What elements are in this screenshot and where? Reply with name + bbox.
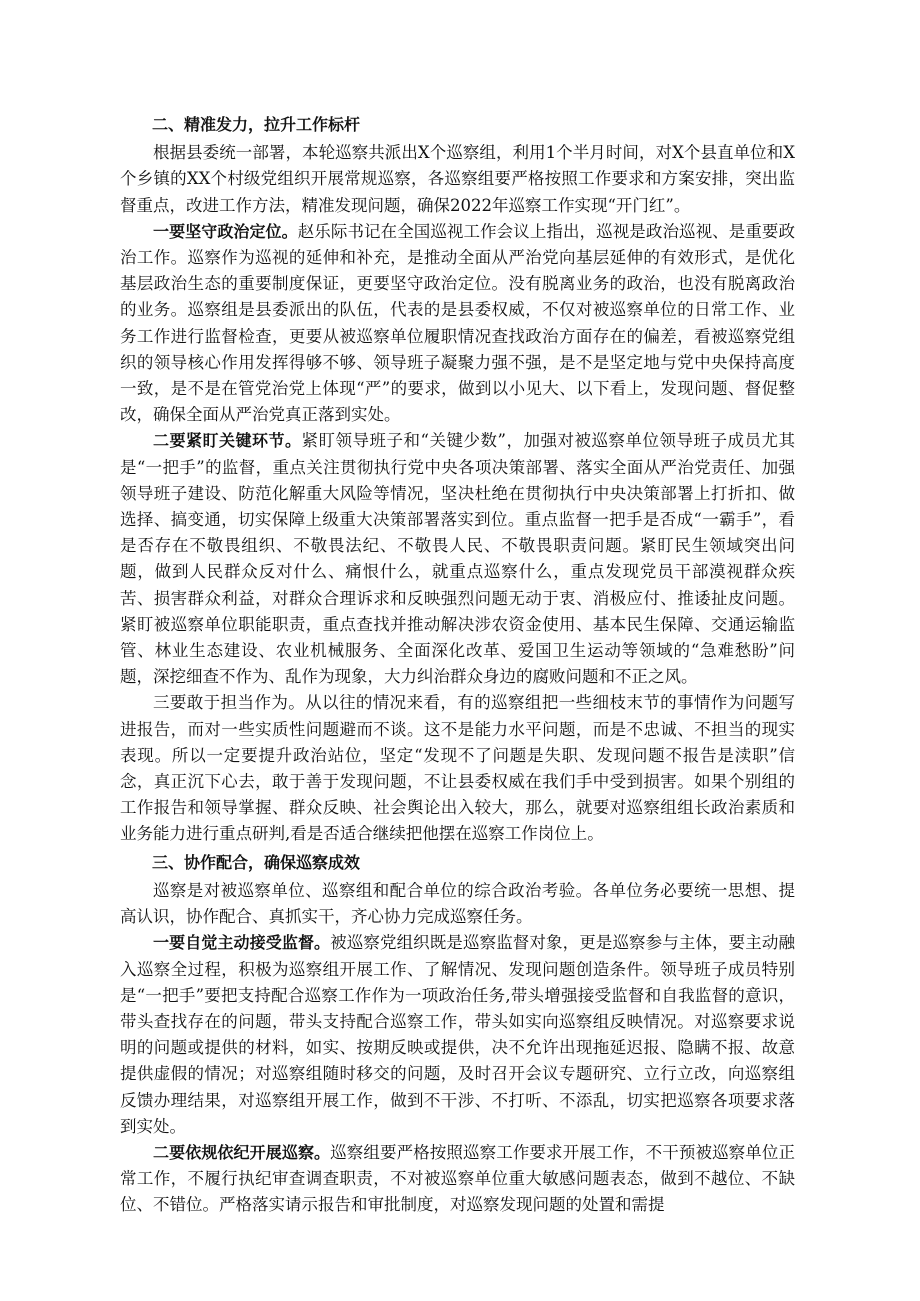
paragraph-lead: 一要坚守政治定位。 [153,221,298,241]
document-body [120,112,795,1219]
paragraph-responsibility: 三要敢于担当作为。从以往的情况来看，有的巡察组把一些细枝末节的事情作为问题写进报告，而对一些实质性问题避而不谈。这不是能力水平问题，而是不忠诚、不担当的现实表现。所以一定要提升政治站位，坚定“发现不了问题是失职、发现问题不报告是渎职”信念，真正沉下心去，敢于善于发现问题，不让县委权威在我们手中受到损害。如果个别组的工作报告和领导掌握、群众反映、社会舆论出入较大，那么，就要对巡察组组长政治素质和业务能力进行重点研判,看是否适合继续把他摆在巡察工作岗位上。 [120,693,795,844]
paragraph-lead: 二要紧盯关键环节。 [153,431,302,451]
paragraph-body: 紧盯领导班子和“关键少数”，加强对被巡察单位领导班子成员尤其是“一把手”的监督，重点关注贯彻执行党中央各项决策部署、落实全面从严治党责任、加强领导班子建设、防范化解重大风险等情况，坚决杜绝在贯彻执行中央决策部署上打折扣、做选择、搞变通，切实保障上级重大决策部署落实到位。重点监督一把手是否成“一霸手”，看是否存在不敬畏组织、不敬畏法纪、不敬畏人民、不敬畏职责问题。紧盯民生领域突出问题，做到人民群众反对什么、痛恨什么，就重点巡察什么，重点发现党员干部漠视群众疾苦、损害群众利益，对群众合理诉求和反映强烈问题无动于衷、消极应付、推诿扯皮问题。紧盯被巡察单位职能职责，重点查找并推动解决涉农资金使用、基本民生保障、交通运输监管、林业生态建设、农业机械服务、全面深化改革、爱国卫生运动等领域的“急难愁盼”问题，深挖细查不作为、乱作为现象，大力纠治群众身边的腐败问题和不正之风。 [120,431,795,687]
section-2-intro-paragraph: 根据县委统一部署，本轮巡察共派出X个巡察组，利用1个半月时间，对X个县直单位和X个乡镇的XX个村级党组织开展常规巡察，各巡察组要严格按照工作要求和方案安排，突出监督重点，改进工作方法，精准发现问题，确保2022年巡察工作实现“开门红”。 [120,143,795,215]
paragraph-key-links [120,428,795,690]
paragraph-lead: 二要依规依纪开展巡察。 [153,1142,331,1162]
paragraph-political-positioning [120,219,795,429]
section-2-heading: 二、精准发力，拉升工作标杆 [152,115,361,134]
paragraph-body: 巡察组要严格按照巡察工作要求开展工作，不干预被巡察单位正常工作，不履行执纪审查调查职责，不对被巡察单位重大敏感问题表态，做到不越位、不缺位、不错位。严格落实请示报告和审批制度，对巡察发现问题的处置和需提 [120,1142,795,1215]
section-3-intro-paragraph: 巡察是对被巡察单位、巡察组和配合单位的综合政治考验。各单位务必要统一思想、提高认识，协作配合、真抓实干，齐心协力完成巡察任务。 [120,880,795,927]
paragraph-lead: 一要自觉主动接受监督。 [153,933,331,953]
paragraph-body: 被巡察党组织既是巡察监督对象，更是巡察参与主体，要主动融入巡察全过程，积极为巡察组开展工作、了解情况、发现问题创造条件。领导班子成员特别是“一把手”要把支持配合巡察工作作为一项政治任务,带头增强接受监督和自我监督的意识，带头查找存在的问题，带头支持配合巡察工作，带头如实向巡察组反映情况。对巡察要求说明的问题或提供的材料，如实、按期反映或提供，决不允许出现拖延迟报、隐瞒不报、故意提供虚假的情况；对巡察组随时移交的问题，及时召开会议专题研究、立行立改，向巡察组反馈办理结果，对巡察组开展工作，做到不干涉、不打听、不添乱，切实把巡察各项要求落到实处。 [120,933,795,1136]
section-3-heading: 三、协作配合，确保巡察成效 [152,852,361,872]
paragraph-follow-rules [120,1140,795,1219]
paragraph-accept-supervision [120,930,795,1140]
paragraph-body: 赵乐际书记在全国巡视工作会议上指出，巡视是政治巡视、是重要政治工作。巡察作为巡视的延伸和补充，是推动全面从严治党向基层延伸的有效形式，是优化基层政治生态的重要制度保证，更要坚守政治定位。没有脱离业务的政治，也没有脱离政治的业务。巡察组是县委派出的队伍，代表的是县委权威，不仅对被巡察单位的日常工作、业务工作进行监督检查，更要从被巡察单位履职情况查找政治方面存在的偏差，看被巡察党组织的领导核心作用发挥得够不够、领导班子凝聚力强不强，是不是坚定地与党中央保持高度一致，是不是在管党治党上体现“严”的要求，做到以小见大、以下看上，发现问题、督促整改，确保全面从严治党真正落到实处。 [120,221,795,425]
